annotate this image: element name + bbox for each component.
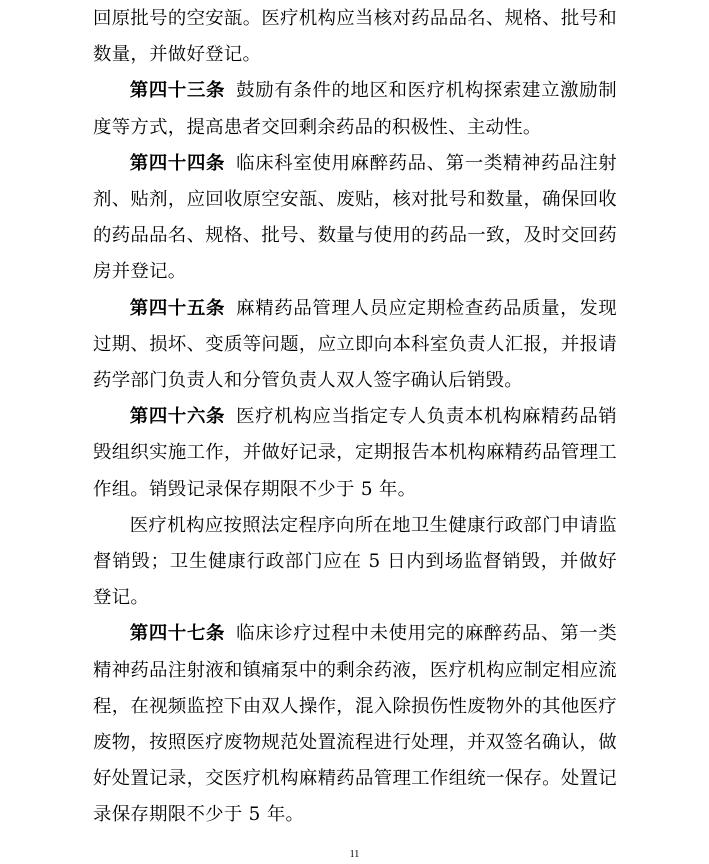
page-number: 11 — [349, 849, 360, 860]
paragraph-text: 回原批号的空安瓿。医疗机构应当核对药品品名、规格、批号和数量，并做好登记。 — [93, 8, 617, 66]
article-43 — [93, 73, 617, 145]
article-text: 鼓励有条件的地区和医疗机构探索建立激励制度等方式，提高患者交回剩余药品的积极性、主动性。 — [93, 80, 617, 138]
article-text: 医疗机构应当指定专人负责本机构麻精药品销毁组织实施工作，并做好记录，定期报告本机构麻精药品管理工作组。销毁记录保存期限不少于 5 年。 — [93, 406, 617, 500]
article-text: 临床科室使用麻醉药品、第一类精神药品注射剂、贴剂，应回收原空安瓿、废贴，核对批号和数量，确保回收的药品品名、规格、批号、数量与使用的药品一致，及时交回药房并登记。 — [93, 152, 617, 283]
paragraph-text: 医疗机构应按照法定程序向所在地卫生健康行政部门申请监督销毁；卫生健康行政部门应在 5 日内到场监督销毁，并做好登记。 — [93, 514, 617, 609]
article-47 — [93, 616, 617, 833]
article-number: 第四十七条 — [129, 623, 226, 645]
article-text: 临床诊疗过程中未使用完的麻醉药品、第一类精神药品注射液和镇痛泵中的剩余药液，医疗机构应制定相应流程，在视频监控下由双人操作，混入除损伤性废物外的其他医疗废物，按照医疗废物规范处置流程进行处理，并双签名确认，做好处置记录，交医疗机构麻精药品管理工作组统一保存。处置记录保存期限不少于 5 年。 — [93, 623, 617, 826]
paragraph-continuation — [93, 1, 617, 73]
paragraph-plain — [93, 508, 617, 617]
article-number: 第四十四条 — [129, 152, 226, 174]
article-text: 麻精药品管理人员应定期检查药品质量，发现过期、损坏、变质等问题，应立即向本科室负责人汇报，并报请药学部门负责人和分管负责人双人签字确认后销毁。 — [93, 297, 617, 392]
article-45 — [93, 291, 617, 400]
article-number: 第四十六条 — [129, 406, 226, 428]
article-46 — [93, 399, 617, 508]
article-44 — [93, 146, 617, 291]
page-footer — [0, 849, 709, 860]
article-number: 第四十三条 — [129, 80, 226, 102]
document-body — [93, 0, 617, 834]
article-number: 第四十五条 — [129, 297, 226, 319]
